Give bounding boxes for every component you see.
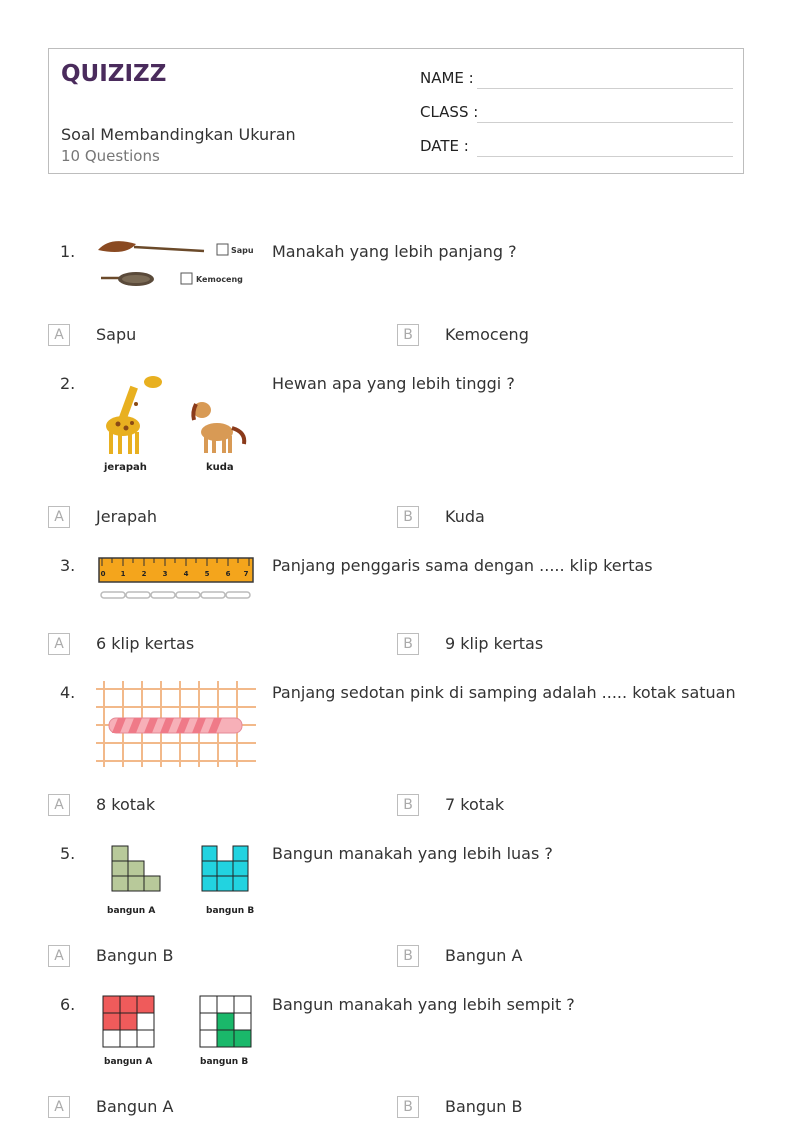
ruler-tick-4: 4	[183, 570, 189, 578]
question-number: 1.	[60, 242, 76, 261]
option-letter: A	[48, 794, 70, 816]
question-text: Bangun manakah yang lebih luas ?	[272, 844, 553, 863]
svg-text:QUIZIZZ: QUIZIZZ	[61, 61, 167, 87]
option-letter: B	[397, 1096, 419, 1118]
worksheet-header	[48, 48, 744, 174]
option-text: Kemoceng	[445, 325, 529, 344]
option-text: Bangun A	[445, 946, 523, 965]
class-label: CLASS :	[420, 103, 479, 121]
option-letter: A	[48, 506, 70, 528]
option-letter: A	[48, 324, 70, 346]
option-letter: A	[48, 1096, 70, 1118]
date-label: DATE :	[420, 137, 469, 155]
name-label: NAME :	[420, 69, 474, 87]
class-line[interactable]	[477, 122, 733, 123]
option-letter: A	[48, 945, 70, 967]
question-count: 10 Questions	[61, 147, 160, 165]
option-text: Bangun A	[96, 1097, 174, 1116]
option-text: 9 klip kertas	[445, 634, 544, 653]
ruler-tick-0: 0	[100, 570, 106, 578]
bangun-a-label: bangun A	[104, 1057, 153, 1067]
shapes-narrow-image	[96, 996, 256, 1072]
straw-grid-image	[96, 681, 256, 773]
ruler-tick-7: 7	[243, 570, 249, 578]
date-line[interactable]	[477, 156, 733, 157]
option-text: 8 kotak	[96, 795, 156, 814]
class-field[interactable]	[420, 103, 478, 121]
worksheet-title: Soal Membandingkan Ukuran	[61, 125, 296, 144]
option-text: Bangun B	[96, 946, 174, 965]
kemoceng-label: Kemoceng	[196, 275, 243, 284]
ruler-tick-3: 3	[162, 570, 168, 578]
ruler-tick-6: 6	[225, 570, 231, 578]
ruler-paperclip-image	[96, 556, 256, 608]
ruler-tick-5: 5	[204, 570, 210, 578]
question-number: 4.	[60, 683, 76, 702]
question-number: 5.	[60, 844, 76, 863]
sapu-label: Sapu	[231, 246, 254, 255]
option-text: 6 klip kertas	[96, 634, 195, 653]
question-text: Bangun manakah yang lebih sempit ?	[272, 995, 575, 1014]
question-number: 3.	[60, 556, 76, 575]
name-field[interactable]	[420, 69, 474, 87]
option-letter: B	[397, 794, 419, 816]
option-text: 7 kotak	[445, 795, 505, 814]
ruler-tick-2: 2	[141, 570, 147, 578]
shapes-area-image	[96, 846, 256, 922]
bangun-b-label: bangun B	[206, 906, 255, 916]
option-letter: B	[397, 506, 419, 528]
question-text: Panjang penggaris sama dengan ..... klip kertas	[272, 556, 653, 575]
question-text: Hewan apa yang lebih tinggi ?	[272, 374, 515, 393]
name-line[interactable]	[477, 88, 733, 89]
option-text: Jerapah	[96, 507, 158, 526]
option-letter: A	[48, 633, 70, 655]
date-field[interactable]	[420, 137, 469, 155]
ruler-tick-1: 1	[120, 570, 126, 578]
jerapah-label: jerapah	[104, 462, 147, 473]
option-letter: B	[397, 945, 419, 967]
giraffe-horse-image	[96, 374, 256, 480]
bangun-b-label: bangun B	[200, 1057, 249, 1067]
option-letter: B	[397, 324, 419, 346]
bangun-a-label: bangun A	[107, 906, 156, 916]
option-text: Kuda	[445, 507, 485, 526]
broom-duster-image	[96, 238, 256, 298]
question-number: 2.	[60, 374, 76, 393]
question-number: 6.	[60, 995, 76, 1014]
kuda-label: kuda	[206, 462, 234, 473]
option-text: Sapu	[96, 325, 137, 344]
quizizz-logo	[61, 59, 167, 91]
option-letter: B	[397, 633, 419, 655]
option-text: Bangun B	[445, 1097, 523, 1116]
question-text: Manakah yang lebih panjang ?	[272, 242, 517, 261]
question-text: Panjang sedotan pink di samping adalah ..... kotak satuan	[272, 683, 736, 702]
